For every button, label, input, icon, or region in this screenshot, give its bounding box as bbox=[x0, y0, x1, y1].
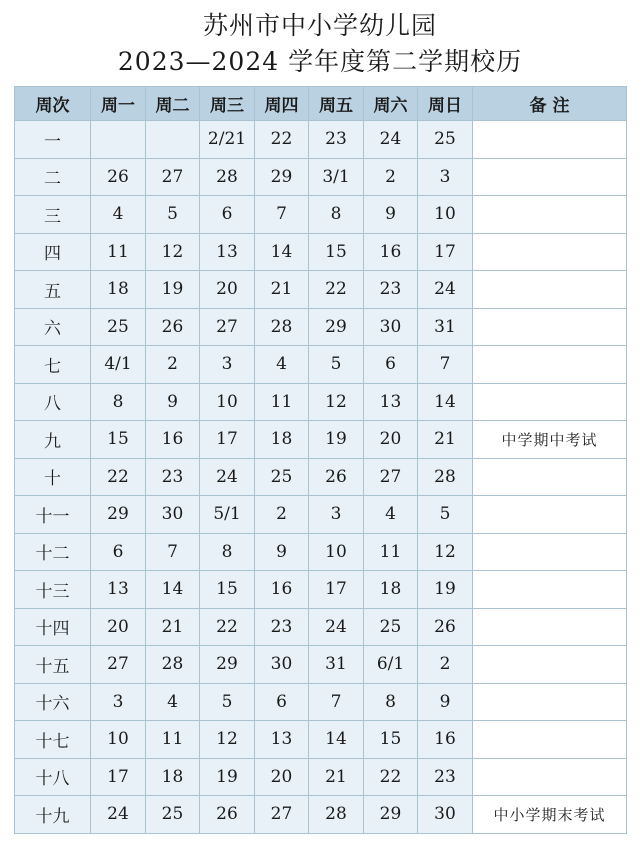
date-cell: 8 bbox=[91, 383, 146, 421]
header-sat: 周六 bbox=[364, 87, 418, 121]
date-cell: 27 bbox=[364, 458, 418, 496]
date-cell: 9 bbox=[146, 383, 200, 421]
date-cell: 8 bbox=[309, 196, 364, 234]
note-cell bbox=[473, 721, 627, 759]
date-cell: 3 bbox=[309, 496, 364, 534]
date-cell: 24 bbox=[309, 608, 364, 646]
note-cell bbox=[473, 121, 627, 159]
date-cell: 21 bbox=[146, 608, 200, 646]
note-cell bbox=[473, 758, 627, 796]
date-cell: 12 bbox=[200, 721, 255, 759]
date-cell: 29 bbox=[91, 496, 146, 534]
date-cell: 2 bbox=[418, 646, 473, 684]
week-number-cell: 二 bbox=[15, 158, 91, 196]
date-cell: 5 bbox=[418, 496, 473, 534]
week-number-cell: 五 bbox=[15, 271, 91, 309]
date-cell: 27 bbox=[91, 646, 146, 684]
date-cell: 23 bbox=[255, 608, 309, 646]
date-cell: 19 bbox=[146, 271, 200, 309]
date-cell: 27 bbox=[200, 308, 255, 346]
table-row bbox=[15, 308, 627, 346]
date-cell: 6 bbox=[364, 346, 418, 384]
date-cell: 8 bbox=[200, 533, 255, 571]
date-cell: 21 bbox=[418, 421, 473, 459]
note-cell bbox=[473, 383, 627, 421]
header-mon: 周一 bbox=[91, 87, 146, 121]
date-cell: 30 bbox=[418, 796, 473, 834]
date-cell: 29 bbox=[364, 796, 418, 834]
date-cell: 24 bbox=[418, 271, 473, 309]
date-cell: 10 bbox=[418, 196, 473, 234]
note-cell: 中小学期末考试 bbox=[473, 796, 627, 834]
date-cell: 19 bbox=[418, 571, 473, 609]
date-cell: 30 bbox=[255, 646, 309, 684]
note-cell bbox=[473, 308, 627, 346]
date-cell: 12 bbox=[309, 383, 364, 421]
date-cell: 4 bbox=[364, 496, 418, 534]
date-cell: 23 bbox=[418, 758, 473, 796]
date-cell: 13 bbox=[364, 383, 418, 421]
week-number-cell: 八 bbox=[15, 383, 91, 421]
date-cell: 16 bbox=[146, 421, 200, 459]
date-cell: 30 bbox=[146, 496, 200, 534]
date-cell: 28 bbox=[200, 158, 255, 196]
date-cell: 7 bbox=[418, 346, 473, 384]
week-number-cell: 十六 bbox=[15, 683, 91, 721]
date-cell: 17 bbox=[200, 421, 255, 459]
week-number-cell: 一 bbox=[15, 121, 91, 159]
date-cell: 19 bbox=[309, 421, 364, 459]
date-cell: 23 bbox=[364, 271, 418, 309]
table-row bbox=[15, 383, 627, 421]
table-row bbox=[15, 271, 627, 309]
date-cell: 18 bbox=[364, 571, 418, 609]
date-cell: 21 bbox=[309, 758, 364, 796]
date-cell: 22 bbox=[364, 758, 418, 796]
date-cell: 2/21 bbox=[200, 121, 255, 159]
date-cell: 5/1 bbox=[200, 496, 255, 534]
header-tue: 周二 bbox=[146, 87, 200, 121]
date-cell: 3/1 bbox=[309, 158, 364, 196]
date-cell: 26 bbox=[200, 796, 255, 834]
week-number-cell: 十九 bbox=[15, 796, 91, 834]
date-cell: 15 bbox=[91, 421, 146, 459]
header-notes: 备 注 bbox=[473, 87, 627, 121]
table-row bbox=[15, 233, 627, 271]
date-cell: 29 bbox=[309, 308, 364, 346]
date-cell: 17 bbox=[309, 571, 364, 609]
date-cell: 25 bbox=[146, 796, 200, 834]
date-cell: 23 bbox=[146, 458, 200, 496]
date-cell: 10 bbox=[91, 721, 146, 759]
date-cell: 16 bbox=[364, 233, 418, 271]
note-cell: 中学期中考试 bbox=[473, 421, 627, 459]
table-row bbox=[15, 683, 627, 721]
note-cell bbox=[473, 608, 627, 646]
week-number-cell: 十七 bbox=[15, 721, 91, 759]
date-cell: 11 bbox=[91, 233, 146, 271]
header-thu: 周四 bbox=[255, 87, 309, 121]
school-calendar-table bbox=[14, 86, 627, 834]
date-cell: 11 bbox=[146, 721, 200, 759]
date-cell: 18 bbox=[255, 421, 309, 459]
date-cell: 7 bbox=[309, 683, 364, 721]
date-cell: 19 bbox=[200, 758, 255, 796]
calendar-title: 苏州市中小学幼儿园 bbox=[202, 11, 437, 40]
date-cell: 22 bbox=[200, 608, 255, 646]
note-cell bbox=[473, 646, 627, 684]
header-row bbox=[15, 87, 627, 121]
header-fri: 周五 bbox=[309, 87, 364, 121]
date-cell: 14 bbox=[309, 721, 364, 759]
date-cell: 30 bbox=[364, 308, 418, 346]
date-cell: 26 bbox=[418, 608, 473, 646]
date-cell: 13 bbox=[91, 571, 146, 609]
table-row bbox=[15, 646, 627, 684]
table-row bbox=[15, 758, 627, 796]
note-cell bbox=[473, 533, 627, 571]
date-cell: 22 bbox=[255, 121, 309, 159]
date-cell: 3 bbox=[91, 683, 146, 721]
date-cell: 22 bbox=[91, 458, 146, 496]
date-cell: 4 bbox=[146, 683, 200, 721]
date-cell: 31 bbox=[309, 646, 364, 684]
note-cell bbox=[473, 158, 627, 196]
week-number-cell: 十四 bbox=[15, 608, 91, 646]
table-row bbox=[15, 496, 627, 534]
date-cell: 17 bbox=[418, 233, 473, 271]
date-cell: 12 bbox=[418, 533, 473, 571]
date-cell: 20 bbox=[364, 421, 418, 459]
date-cell: 11 bbox=[255, 383, 309, 421]
date-cell: 4 bbox=[255, 346, 309, 384]
date-cell: 6/1 bbox=[364, 646, 418, 684]
date-cell: 15 bbox=[309, 233, 364, 271]
table-row bbox=[15, 608, 627, 646]
date-cell: 4/1 bbox=[91, 346, 146, 384]
table-row bbox=[15, 346, 627, 384]
table-row bbox=[15, 421, 627, 459]
date-cell: 14 bbox=[418, 383, 473, 421]
week-number-cell: 十 bbox=[15, 458, 91, 496]
date-cell: 16 bbox=[418, 721, 473, 759]
date-cell: 5 bbox=[200, 683, 255, 721]
week-number-cell: 六 bbox=[15, 308, 91, 346]
date-cell: 3 bbox=[200, 346, 255, 384]
week-number-cell: 三 bbox=[15, 196, 91, 234]
date-cell: 4 bbox=[91, 196, 146, 234]
date-cell: 24 bbox=[91, 796, 146, 834]
date-cell: 15 bbox=[200, 571, 255, 609]
date-cell: 3 bbox=[418, 158, 473, 196]
date-cell: 7 bbox=[146, 533, 200, 571]
date-cell: 24 bbox=[200, 458, 255, 496]
date-cell: 27 bbox=[255, 796, 309, 834]
date-cell: 16 bbox=[255, 571, 309, 609]
date-cell: 2 bbox=[146, 346, 200, 384]
date-cell: 10 bbox=[309, 533, 364, 571]
date-cell: 6 bbox=[255, 683, 309, 721]
note-cell bbox=[473, 271, 627, 309]
date-cell: 2 bbox=[255, 496, 309, 534]
date-cell bbox=[91, 121, 146, 159]
date-cell: 29 bbox=[200, 646, 255, 684]
date-cell: 23 bbox=[309, 121, 364, 159]
date-cell: 25 bbox=[91, 308, 146, 346]
date-cell: 8 bbox=[364, 683, 418, 721]
week-number-cell: 十五 bbox=[15, 646, 91, 684]
date-cell: 5 bbox=[309, 346, 364, 384]
table-row bbox=[15, 158, 627, 196]
date-cell: 18 bbox=[146, 758, 200, 796]
table-row bbox=[15, 196, 627, 234]
week-number-cell: 七 bbox=[15, 346, 91, 384]
date-cell: 24 bbox=[364, 121, 418, 159]
date-cell: 14 bbox=[146, 571, 200, 609]
note-cell bbox=[473, 346, 627, 384]
date-cell: 20 bbox=[200, 271, 255, 309]
date-cell: 6 bbox=[200, 196, 255, 234]
date-cell: 27 bbox=[146, 158, 200, 196]
table-row bbox=[15, 533, 627, 571]
note-cell bbox=[473, 496, 627, 534]
table-row bbox=[15, 571, 627, 609]
header-sun: 周日 bbox=[418, 87, 473, 121]
table-row bbox=[15, 458, 627, 496]
date-cell: 29 bbox=[255, 158, 309, 196]
date-cell: 25 bbox=[364, 608, 418, 646]
header-wed: 周三 bbox=[200, 87, 255, 121]
date-cell: 28 bbox=[418, 458, 473, 496]
date-cell: 12 bbox=[146, 233, 200, 271]
table-row bbox=[15, 796, 627, 834]
date-cell: 22 bbox=[309, 271, 364, 309]
table-row bbox=[15, 121, 627, 159]
date-cell: 25 bbox=[418, 121, 473, 159]
header-week: 周次 bbox=[15, 87, 91, 121]
date-cell: 26 bbox=[146, 308, 200, 346]
date-cell: 20 bbox=[255, 758, 309, 796]
table-row bbox=[15, 721, 627, 759]
note-cell bbox=[473, 458, 627, 496]
date-cell: 18 bbox=[91, 271, 146, 309]
calendar-body bbox=[15, 121, 627, 834]
calendar-subtitle: 2023—2024 学年度第二学期校历 bbox=[117, 47, 523, 76]
week-number-cell: 十二 bbox=[15, 533, 91, 571]
date-cell: 15 bbox=[364, 721, 418, 759]
date-cell: 28 bbox=[146, 646, 200, 684]
date-cell: 9 bbox=[255, 533, 309, 571]
date-cell: 26 bbox=[309, 458, 364, 496]
date-cell: 28 bbox=[255, 308, 309, 346]
date-cell: 6 bbox=[91, 533, 146, 571]
week-number-cell: 四 bbox=[15, 233, 91, 271]
date-cell: 31 bbox=[418, 308, 473, 346]
note-cell bbox=[473, 233, 627, 271]
note-cell bbox=[473, 683, 627, 721]
week-number-cell: 十一 bbox=[15, 496, 91, 534]
date-cell: 25 bbox=[255, 458, 309, 496]
date-cell: 17 bbox=[91, 758, 146, 796]
date-cell bbox=[146, 121, 200, 159]
date-cell: 11 bbox=[364, 533, 418, 571]
date-cell: 20 bbox=[91, 608, 146, 646]
date-cell: 2 bbox=[364, 158, 418, 196]
date-cell: 7 bbox=[255, 196, 309, 234]
week-number-cell: 九 bbox=[15, 421, 91, 459]
date-cell: 9 bbox=[418, 683, 473, 721]
date-cell: 10 bbox=[200, 383, 255, 421]
date-cell: 14 bbox=[255, 233, 309, 271]
week-number-cell: 十八 bbox=[15, 758, 91, 796]
date-cell: 13 bbox=[200, 233, 255, 271]
date-cell: 26 bbox=[91, 158, 146, 196]
date-cell: 21 bbox=[255, 271, 309, 309]
date-cell: 13 bbox=[255, 721, 309, 759]
note-cell bbox=[473, 196, 627, 234]
date-cell: 5 bbox=[146, 196, 200, 234]
date-cell: 28 bbox=[309, 796, 364, 834]
date-cell: 9 bbox=[364, 196, 418, 234]
note-cell bbox=[473, 571, 627, 609]
week-number-cell: 十三 bbox=[15, 571, 91, 609]
